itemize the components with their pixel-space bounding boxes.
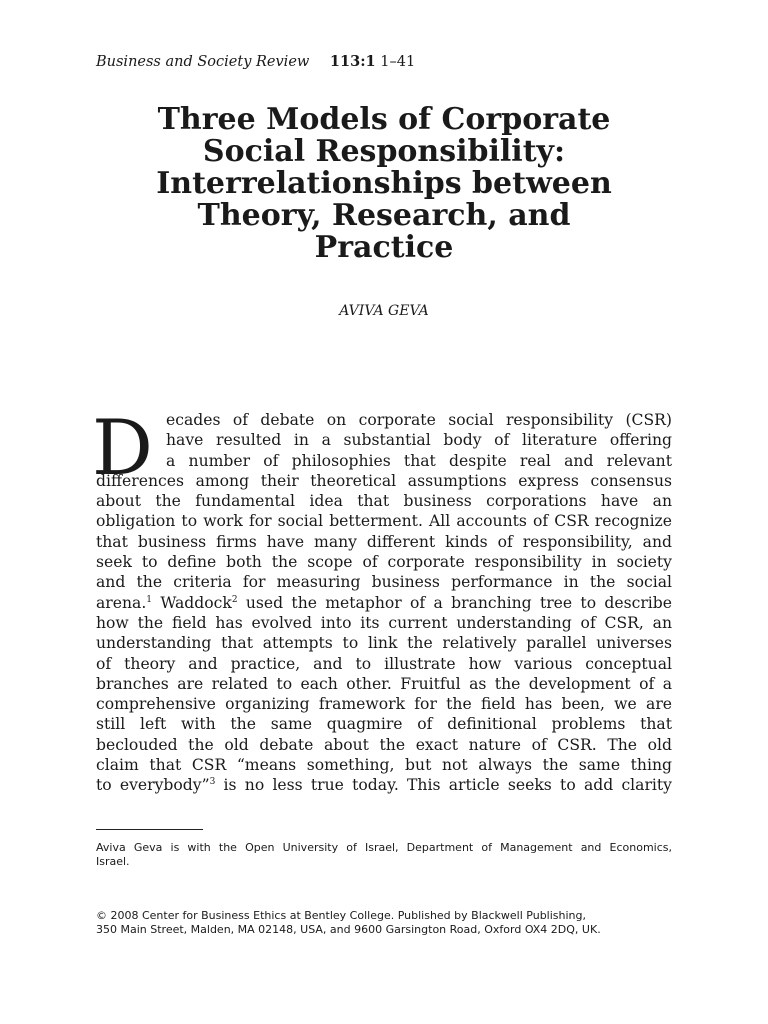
body-line: that business firms have many different kinds of responsibility, and	[96, 532, 672, 551]
page-range: 1–41	[380, 54, 416, 70]
body-line: beclouded the old debate about the exact nature of CSR. The old	[96, 735, 672, 754]
body-text-run: to everybody”	[96, 776, 210, 795]
drop-cap: D	[92, 403, 153, 492]
title-line: Three Models of Corporate	[157, 102, 611, 137]
body-line: understanding that attempts to link the relatively parallel universes	[96, 634, 672, 653]
body-line-with-footnote-ref	[96, 775, 672, 795]
body-line: ecades of debate on corporate social responsibility (CSR)	[166, 411, 672, 429]
footnote-ref[interactable]: 2	[231, 594, 238, 605]
title-line: Social Responsibility:	[202, 134, 566, 169]
body-line: comprehensive organizing framework for the field has been, we are	[96, 695, 672, 714]
body-line: still left with the same quagmire of definitional problems that	[96, 715, 672, 734]
body-line: differences among their theoretical assumptions express consensus	[96, 471, 672, 490]
body-text-run: is no less true today. This article seeks to add clarity	[215, 776, 672, 795]
body-paragraph	[92, 403, 672, 796]
copyright-notice	[96, 909, 672, 936]
title-line: Interrelationships between	[156, 166, 612, 201]
body-line: about the fundamental idea that business corporations have an	[96, 492, 672, 511]
body-line: obligation to work for social betterment. All accounts of CSR recognize	[96, 512, 672, 531]
footnote-line: Israel.	[96, 854, 130, 868]
body-line-with-footnote-refs	[96, 593, 672, 613]
volume-issue: 113:1	[329, 53, 376, 70]
copyright-line: © 2008 Center for Business Ethics at Bentley College. Published by Blackwell Publishing,	[96, 909, 587, 922]
body-line: a number of philosophies that despite real and relevant	[166, 451, 672, 470]
article-title	[96, 104, 672, 264]
footnote-ref[interactable]: 3	[209, 777, 216, 788]
body-line: how the field has evolved into its current understanding of CSR, an	[96, 613, 672, 632]
body-line: and the criteria for measuring business performance in the social	[96, 573, 672, 592]
body-line: seek to define both the scope of corporate responsibility in society	[96, 553, 672, 572]
body-line: claim that CSR “means something, but not always the same thing	[96, 756, 672, 775]
footnote-ref[interactable]: 1	[146, 594, 153, 605]
copyright-line: 350 Main Street, Malden, MA 02148, USA, and 9600 Garsington Road, Oxford OX4 2DQ, UK.	[96, 922, 601, 936]
footnote-divider	[96, 829, 203, 830]
journal-name: Business and Society Review	[96, 54, 310, 70]
title-line: Theory, Research, and	[197, 198, 571, 233]
running-head	[96, 53, 415, 70]
title-line: Practice	[314, 230, 454, 265]
body-text-run: Waddock	[152, 593, 232, 612]
author-name: AVIVA GEVA	[339, 303, 429, 319]
body-line: of theory and practice, and to illustrate how various conceptual	[96, 654, 672, 673]
author-affiliation-note	[96, 841, 672, 868]
body-text-run: arena.	[96, 593, 147, 612]
footnote-line: Aviva Geva is with the Open University of Israel, Department of Management and Economics,	[96, 841, 672, 854]
body-line: have resulted in a substantial body of literature offering	[166, 431, 672, 450]
body-text-run: used the metaphor of a branching tree to describe	[237, 593, 672, 612]
body-line: branches are related to each other. Fruitful as the development of a	[96, 674, 672, 693]
